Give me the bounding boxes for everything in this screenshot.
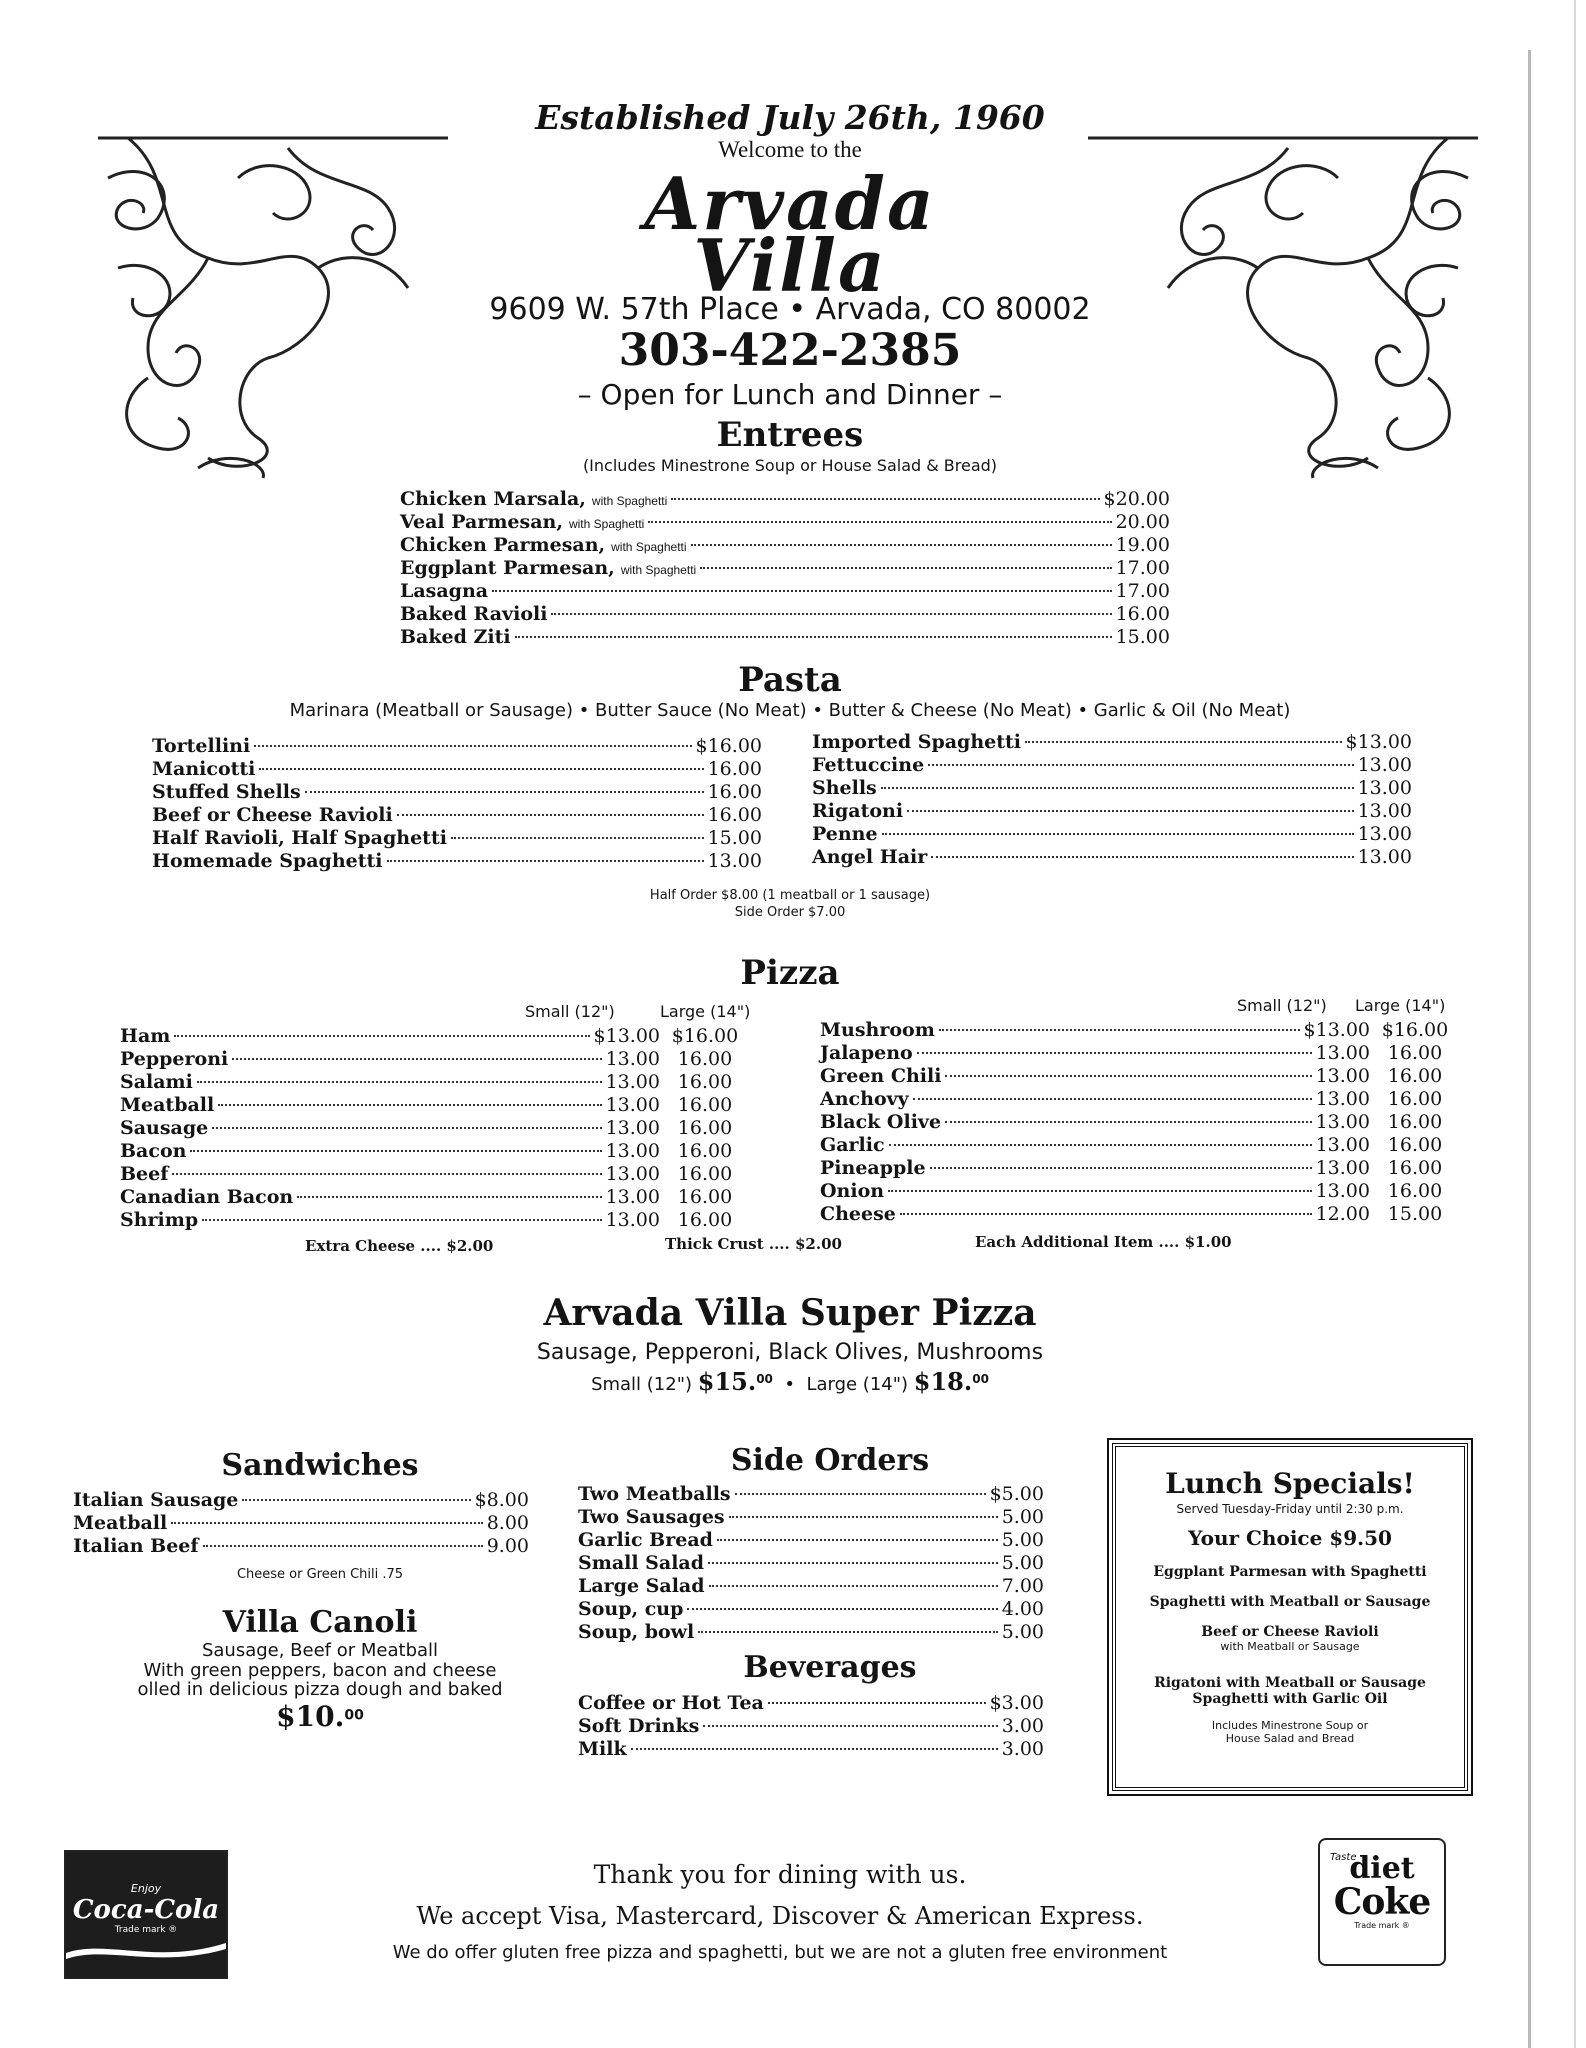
page-edge-line	[1528, 50, 1531, 2048]
coke-enjoy-text: Enjoy	[130, 1882, 162, 1895]
welcome-text: Welcome to the	[718, 137, 862, 162]
phone-number[interactable]: 303-422-2385	[618, 325, 962, 376]
list-item: Stuffed Shells 16.00	[152, 781, 762, 803]
lunch-item-3-sub: with Meatball or Sausage	[1220, 1640, 1360, 1653]
footer-thanks: Thank you for dining with us.	[593, 1860, 967, 1889]
super-pizza-large-cents: 00	[972, 1372, 989, 1386]
list-item: Salami 13.00 16.00	[120, 1071, 733, 1093]
list-item: Pepperoni 13.00 16.00	[120, 1048, 733, 1070]
diet-coke-taste-text: Taste	[1330, 1852, 1357, 1863]
super-pizza-title: Arvada Villa Super Pizza	[543, 1292, 1037, 1334]
list-item: Shrimp 13.00 16.00	[120, 1209, 733, 1231]
list-item: Soft Drinks 3.00	[578, 1715, 1044, 1737]
pizza-large-label-right: Large (14")	[1355, 996, 1446, 1015]
pizza-title: Pizza	[740, 953, 840, 993]
list-item: Small Salad 5.00	[578, 1552, 1044, 1574]
beverages-title: Beverages	[743, 1650, 917, 1685]
list-item: Beef or Cheese Ravioli 16.00	[152, 804, 762, 826]
pizza-small-label-left: Small (12")	[525, 1002, 615, 1021]
list-item: Baked Ziti 15.00	[400, 626, 1170, 648]
canoli-line2: With green peppers, bacon and cheese	[143, 1660, 497, 1681]
list-item: Garlic 13.00 16.00	[820, 1134, 1443, 1156]
list-item: Green Chili 13.00 16.00	[820, 1065, 1443, 1087]
restaurant-name-line2: Villa	[693, 223, 887, 308]
super-pizza-large-price: $18.	[913, 1367, 973, 1396]
list-item: Anchovy 13.00 16.00	[820, 1088, 1443, 1110]
lunch-title: Lunch Specials!	[1165, 1467, 1415, 1500]
pizza-large-label-left: Large (14")	[660, 1002, 751, 1021]
diet-coke-trademark-text: Trade mark ®	[1354, 1921, 1410, 1930]
diet-coke-diet-text: diet	[1349, 1851, 1415, 1886]
super-pizza-large-label: Large (14")	[806, 1374, 909, 1395]
super-pizza-small-label: Small (12")	[591, 1374, 693, 1395]
beverages-list	[578, 1692, 1044, 1761]
lunch-item-4: Rigatoni with Meatball or Sausage	[1154, 1675, 1426, 1691]
lunch-item-3: Beef or Cheese Ravioli	[1201, 1624, 1379, 1640]
pasta-sauces: Marinara (Meatball or Sausage) • Butter Sauce (No Meat) • Butter & Cheese (No Meat) • Garlic & Oil (No Meat)	[289, 700, 1291, 721]
coca-cola-logo	[64, 1850, 228, 1979]
list-item: Black Olive 13.00 16.00	[820, 1111, 1443, 1133]
lunch-includes-2: House Salad and Bread	[1225, 1732, 1355, 1745]
pizza-list-right	[820, 1019, 1460, 1226]
lunch-includes-1: Includes Minestrone Soup or	[1211, 1719, 1369, 1732]
list-item: Eggplant Parmesan, with Spaghetti 17.00	[400, 557, 1170, 579]
sandwiches-note: Cheese or Green Chili .75	[236, 1567, 404, 1582]
list-item: Garlic Bread 5.00	[578, 1529, 1044, 1551]
list-item: Meatball 13.00 16.00	[120, 1094, 733, 1116]
list-item: Baked Ravioli 16.00	[400, 603, 1170, 625]
list-item: Mushroom $13.00 $16.00	[820, 1019, 1449, 1041]
list-item: Half Ravioli, Half Spaghetti 15.00	[152, 827, 762, 849]
sandwiches-title: Sandwiches	[221, 1448, 419, 1483]
lunch-served: Served Tuesday-Friday until 2:30 p.m.	[1176, 1502, 1404, 1516]
list-item: Beef 13.00 16.00	[120, 1163, 733, 1185]
list-item: Bacon 13.00 16.00	[120, 1140, 733, 1162]
list-item: Manicotti 16.00	[152, 758, 762, 780]
pasta-side-order: Side Order $7.00	[734, 905, 846, 920]
super-pizza-small-cents: 00	[756, 1372, 773, 1386]
canoli-line3: olled in delicious pizza dough and baked	[137, 1679, 503, 1700]
list-item: Homemade Spaghetti 13.00	[152, 850, 762, 872]
restaurant-name-line1: Arvada	[644, 161, 936, 246]
pasta-title: Pasta	[738, 660, 842, 700]
entrees-note: (Includes Minestrone Soup or House Salad & Bread)	[582, 456, 998, 475]
sandwiches-list	[73, 1489, 529, 1558]
list-item: Veal Parmesan, with Spaghetti 20.00	[400, 511, 1170, 533]
coke-wave-icon	[66, 1935, 226, 1965]
super-pizza-prices	[400, 1367, 1180, 1396]
lunch-item-1: Eggplant Parmesan with Spaghetti	[1153, 1564, 1427, 1580]
canoli-price: $10.	[276, 1700, 345, 1733]
list-item: Italian Beef 9.00	[73, 1535, 529, 1557]
list-item: Large Salad 7.00	[578, 1575, 1044, 1597]
list-item: Chicken Parmesan, with Spaghetti 19.00	[400, 534, 1170, 556]
pizza-additional-item: Each Additional Item .... $1.00	[975, 1233, 1232, 1251]
list-item: Fettuccine 13.00	[812, 754, 1412, 776]
list-item: Pineapple 13.00 16.00	[820, 1157, 1443, 1179]
pizza-small-label-right: Small (12")	[1237, 996, 1327, 1015]
side-orders-title: Side Orders	[730, 1443, 930, 1478]
footer-gluten: We do offer gluten free pizza and spaghetti, but we are not a gluten free environment	[392, 1942, 1168, 1963]
list-item: Penne 13.00	[812, 823, 1412, 845]
pasta-list-left	[152, 735, 762, 873]
coke-script-text: Coca-Cola	[72, 1895, 220, 1925]
list-item: Soup, bowl 5.00	[578, 1621, 1044, 1643]
canoli-title: Villa Canoli	[222, 1605, 418, 1640]
list-item: Shells 13.00	[812, 777, 1412, 799]
list-item: Imported Spaghetti $13.00	[812, 731, 1412, 753]
pizza-thick-crust: Thick Crust .... $2.00	[665, 1235, 842, 1253]
canoli-price-wrap	[70, 1700, 570, 1733]
page-edge-line	[1574, 0, 1576, 2048]
list-item: Two Sausages 5.00	[578, 1506, 1044, 1528]
list-item: Onion 13.00 16.00	[820, 1180, 1443, 1202]
pasta-half-order: Half Order $8.00 (1 meatball or 1 sausage)	[649, 888, 931, 903]
list-item: Sausage 13.00 16.00	[120, 1117, 733, 1139]
established-date: Established July 26th, 1960	[535, 98, 1045, 137]
list-item: Lasagna 17.00	[400, 580, 1170, 602]
entrees-list	[400, 488, 1170, 649]
pizza-list-left	[120, 1025, 750, 1232]
super-pizza-toppings: Sausage, Pepperoni, Black Olives, Mushrooms	[536, 1340, 1044, 1365]
list-item: Coffee or Hot Tea $3.00	[578, 1692, 1044, 1714]
lunch-specials-box	[1112, 1443, 1468, 1791]
lunch-choice: Your Choice $9.50	[1188, 1526, 1392, 1550]
pizza-extra-cheese: Extra Cheese .... $2.00	[305, 1237, 494, 1255]
lunch-item-2: Spaghetti with Meatball or Sausage	[1149, 1594, 1431, 1610]
pasta-list-right	[812, 731, 1412, 869]
list-item: Italian Sausage $8.00	[73, 1489, 529, 1511]
entrees-title: Entrees	[716, 415, 864, 455]
list-item: Jalapeno 13.00 16.00	[820, 1042, 1443, 1064]
address: 9609 W. 57th Place • Arvada, CO 80002	[489, 292, 1091, 327]
list-item: Canadian Bacon 13.00 16.00	[120, 1186, 733, 1208]
footer-cards: We accept Visa, Mastercard, Discover & American Express.	[416, 1902, 1144, 1930]
list-item: Tortellini $16.00	[152, 735, 762, 757]
list-item: Ham $13.00 $16.00	[120, 1025, 739, 1047]
super-pizza-separator: •	[784, 1374, 795, 1395]
list-item: Meatball 8.00	[73, 1512, 529, 1534]
list-item: Rigatoni 13.00	[812, 800, 1412, 822]
canoli-line1: Sausage, Beef or Meatball	[201, 1640, 439, 1661]
diet-coke-coke-text: Coke	[1333, 1881, 1431, 1923]
super-pizza-small-price: $15.	[697, 1367, 757, 1396]
list-item: Soup, cup 4.00	[578, 1598, 1044, 1620]
list-item: Angel Hair 13.00	[812, 846, 1412, 868]
list-item: Milk 3.00	[578, 1738, 1044, 1760]
lunch-item-5: Spaghetti with Garlic Oil	[1192, 1691, 1388, 1707]
list-item: Cheese 12.00 15.00	[820, 1203, 1443, 1225]
diet-coke-logo	[1318, 1838, 1446, 1966]
side-orders-list	[578, 1483, 1044, 1644]
coke-trademark-text: Trade mark ®	[114, 1925, 178, 1935]
list-item: Chicken Marsala, with Spaghetti $20.00	[400, 488, 1170, 510]
canoli-cents: 00	[344, 1707, 364, 1724]
list-item: Two Meatballs $5.00	[578, 1483, 1044, 1505]
hours-text: – Open for Lunch and Dinner –	[577, 378, 1003, 411]
